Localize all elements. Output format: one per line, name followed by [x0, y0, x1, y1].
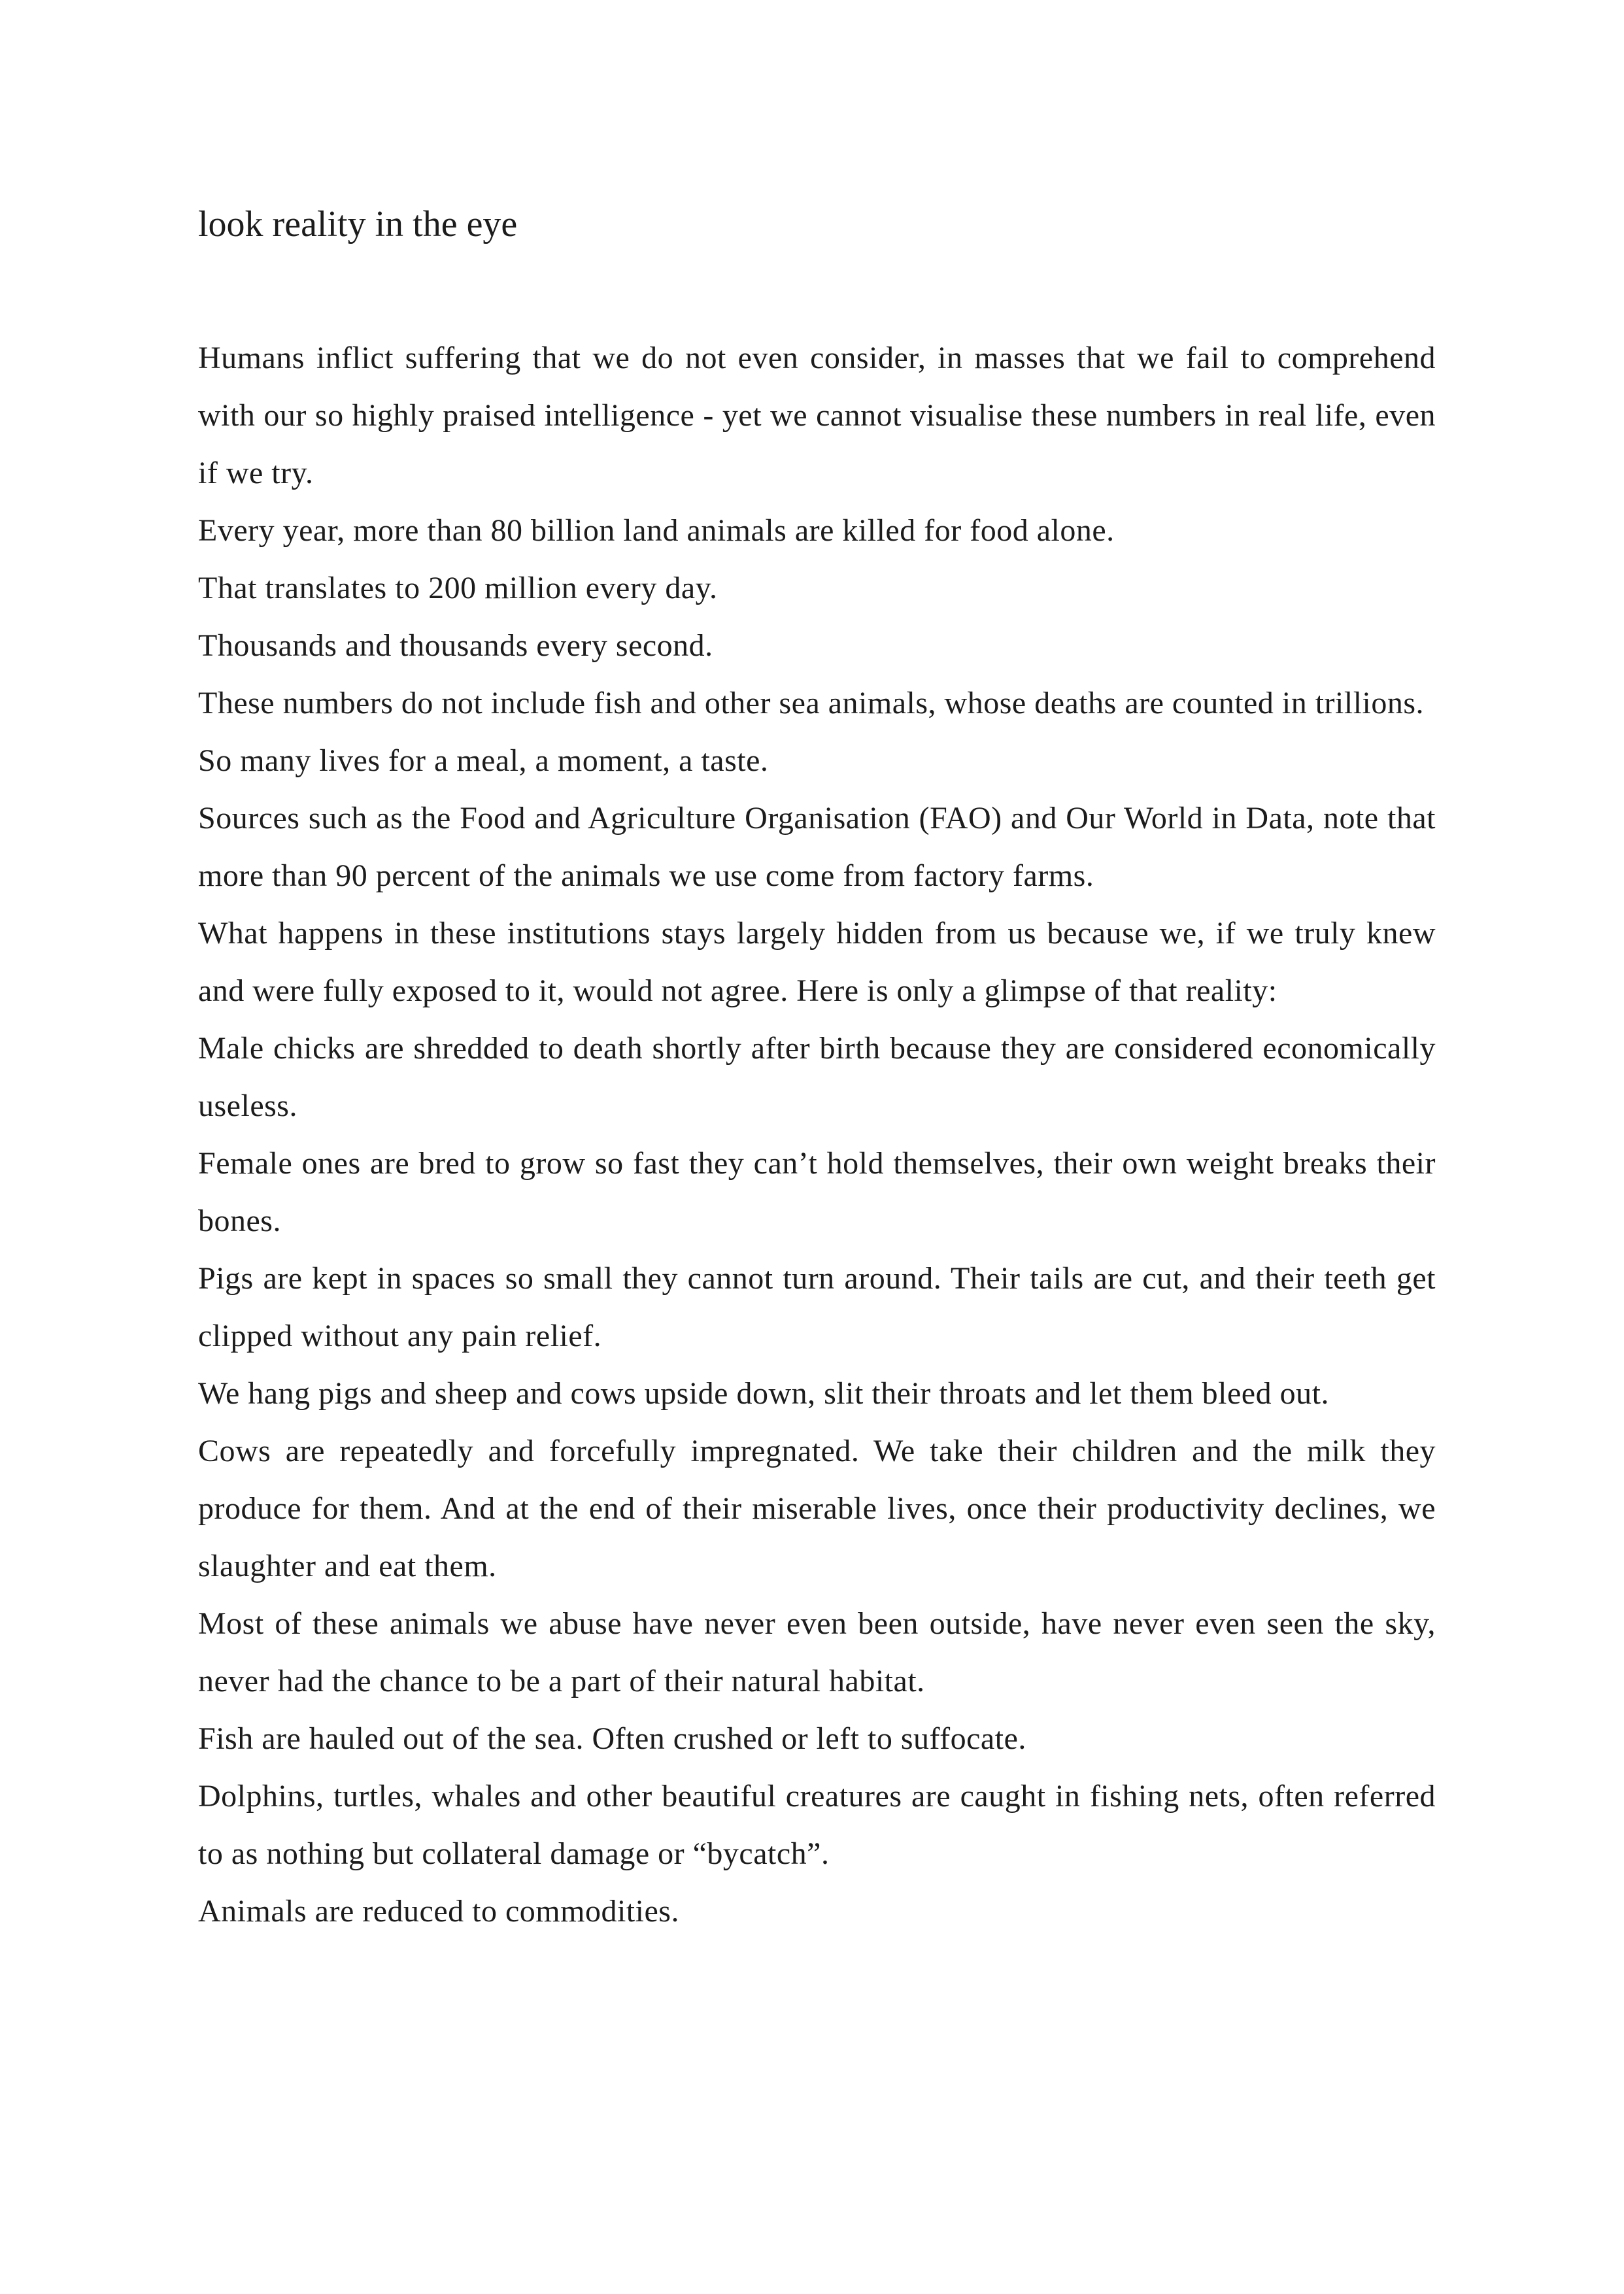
paragraph: Dolphins, turtles, whales and other beautiful creatures are caught in fishing nets, often referred to as nothing but collateral damage or “bycatch”.	[198, 1779, 1436, 1871]
paragraph: Humans inflict suffering that we do not even consider, in masses that we fail to comprehend with our so highly praised intelligence - yet we cannot visualise these numbers in real life, even if we try.	[198, 341, 1436, 490]
document-title: look reality in the eye	[198, 204, 518, 245]
paragraph: Female ones are bred to grow so fast they can’t hold themselves, their own weight breaks their bones.	[198, 1146, 1436, 1238]
paragraph: We hang pigs and sheep and cows upside down, slit their throats and let them bleed out.	[198, 1376, 1329, 1411]
paragraph: What happens in these institutions stays largely hidden from us because we, if we truly knew and were fully exposed to it, would not agree. Here is only a glimpse of that reality:	[198, 916, 1436, 1008]
paragraph: Pigs are kept in spaces so small they cannot turn around. Their tails are cut, and their teeth get clipped without any pain relief.	[198, 1261, 1436, 1353]
paragraph: Thousands and thousands every second.	[198, 628, 713, 663]
document-body	[198, 329, 1436, 1940]
paragraph: Every year, more than 80 billion land animals are killed for food alone.	[198, 513, 1115, 548]
paragraph: Sources such as the Food and Agriculture Organisation (FAO) and Our World in Data, note that more than 90 percent of the animals we use come from factory farms.	[198, 801, 1436, 893]
paragraph: Fish are hauled out of the sea. Often crushed or left to suffocate.	[198, 1721, 1026, 1756]
paragraph: Animals are reduced to commodities.	[198, 1894, 679, 1929]
paragraph: These numbers do not include fish and other sea animals, whose deaths are counted in trillions.	[198, 686, 1425, 720]
paragraph: So many lives for a meal, a moment, a taste.	[198, 743, 769, 778]
paragraph: Most of these animals we abuse have never even been outside, have never even seen the sky, never had the chance to be a part of their natural habitat.	[198, 1606, 1436, 1698]
paragraph: Male chicks are shredded to death shortly after birth because they are considered economically useless.	[198, 1031, 1436, 1123]
paragraph: Cows are repeatedly and forcefully impregnated. We take their children and the milk they produce for them. And at the end of their miserable lives, once their productivity declines, we slaughter and eat them.	[198, 1434, 1436, 1583]
paragraph: That translates to 200 million every day.	[198, 571, 718, 605]
